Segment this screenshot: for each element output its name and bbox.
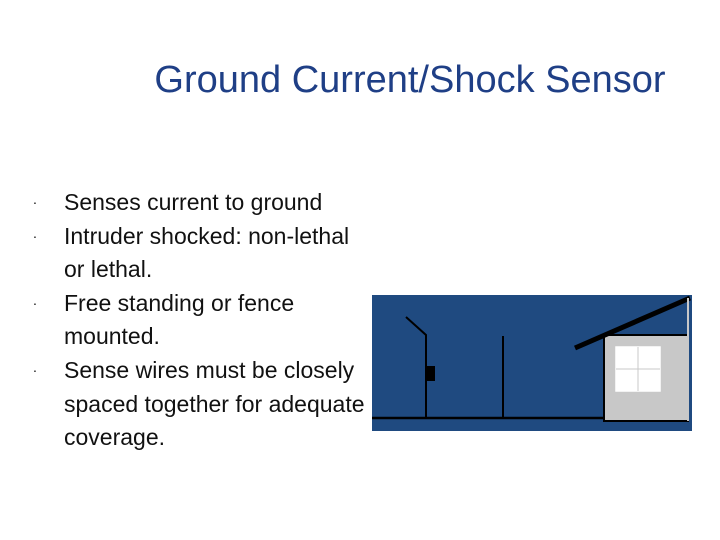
bullet-item [28,186,368,220]
bullet-text: Senses current to ground [64,189,323,215]
bullet-dot-icon: · [32,294,38,311]
bullet-item [28,287,368,354]
bullet-text: Intruder shocked: non-lethal or lethal. [64,222,350,283]
bullet-dot-icon: · [32,194,38,210]
shock-sensor-diagram [372,295,692,431]
bullet-list [28,186,368,455]
sensor-box [427,366,435,381]
bullet-dot-icon: · [32,361,38,378]
bullet-text: Free standing or fence mounted. [64,289,295,350]
slide-title: Ground Current/Shock Sensor [154,59,666,101]
bullet-dot-icon: · [32,227,38,244]
bullet-item [28,220,368,287]
bullet-text: Sense wires must be closely spaced together for adequate coverage. [64,356,365,451]
bullet-item [28,354,368,455]
